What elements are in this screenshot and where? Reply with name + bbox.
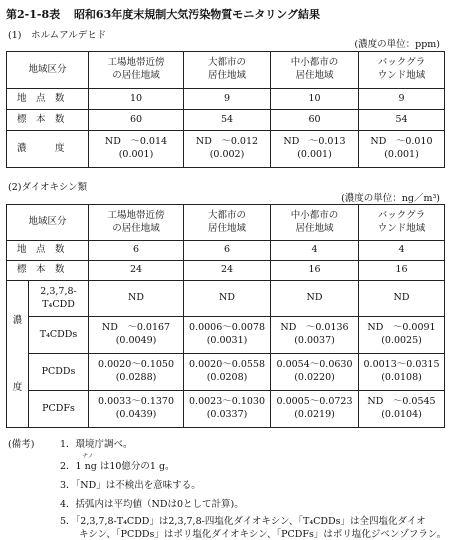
table-cell: 0.0054～0.0630 (0.0220) (271, 354, 359, 391)
section1-unit: (濃度の単位：ppm) (354, 39, 440, 50)
table-cell: 16 (271, 261, 359, 281)
note-item: 4．括弧内は平均値（NDは0として計算)。 (60, 499, 244, 510)
table-row (7, 354, 445, 391)
table-cell: ND ～0.0136 (0.0037) (271, 317, 359, 354)
table-cell: ND (271, 281, 359, 317)
row-label: PCDDs (29, 354, 89, 391)
row-label: 地 点 数 (7, 241, 89, 261)
table-cell: ND ～0.0167 (0.0049) (89, 317, 184, 354)
table-row (7, 261, 445, 281)
table-cell: ND (184, 281, 271, 317)
row-label: PCDFs (29, 391, 89, 428)
column-header: 大都市の 居住地域 (184, 205, 271, 241)
table-cell: ND ～0.013 (0.001) (271, 131, 359, 168)
notes-label: (備考) (8, 439, 35, 450)
table-row (7, 131, 445, 168)
table-row (7, 317, 445, 354)
table-cell: 0.0020～0.0558 (0.0208) (184, 354, 271, 391)
row-label: 濃 度 (7, 131, 89, 168)
dioxin-table (6, 204, 445, 428)
table-cell: 0.0020～0.1050 (0.0288) (89, 354, 184, 391)
table-cell: 10 (89, 89, 184, 110)
column-header: 中小都市の 居住地域 (271, 205, 359, 241)
table-cell: 9 (184, 89, 271, 110)
table-row (7, 89, 445, 110)
table-cell: 4 (359, 241, 445, 261)
table-cell: 10 (271, 89, 359, 110)
table-cell: 24 (89, 261, 184, 281)
column-header: 大都市の 居住地域 (184, 52, 271, 89)
table-row (7, 110, 445, 131)
row-label: 標 本 数 (7, 110, 89, 131)
table-title-text: 昭和63年度末規制大気汚染物質モニタリング結果 (73, 8, 321, 21)
table-row (7, 391, 445, 428)
column-header: バックグラ ウンド地域 (359, 52, 445, 89)
table-cell: 54 (359, 110, 445, 131)
ng-ruby: ナノ (82, 453, 94, 460)
table-cell: ND ～0.010 (0.001) (359, 131, 445, 168)
formaldehyde-table (6, 51, 445, 168)
note-item: 3．「ND」は不検出を意味する。 (60, 480, 201, 491)
note-item: 2．1 ng は10億分の1 g。 (60, 461, 175, 472)
section1-heading: (1) ホルムアルデヒド (8, 30, 107, 41)
note-item: キシン、「PCDDs」はポリ塩化ダイオキシン、「PCDFs」はポリ塩化ジベンゾフラン。 (60, 529, 447, 540)
table-row (7, 281, 445, 317)
table-number: 第2-1-8表 (6, 8, 61, 21)
table-cell: 0.0023～0.1030 (0.0337) (184, 391, 271, 428)
table-cell: 6 (184, 241, 271, 261)
table-cell: 60 (89, 110, 184, 131)
table-cell: 6 (89, 241, 184, 261)
table-cell: 0.0013～0.0315 (0.0108) (359, 354, 445, 391)
table-row (7, 241, 445, 261)
column-header: 工場地帯近傍 の居住地域 (89, 52, 184, 89)
concentration-label: 濃 度 (7, 281, 29, 428)
note-item: 1．環境庁調べ。 (60, 439, 133, 450)
row-label: T₄CDDs (29, 317, 89, 354)
table-cell: 16 (359, 261, 445, 281)
column-header: バックグラ ウンド地域 (359, 205, 445, 241)
table-cell: ND ～0.0091 (0.0025) (359, 317, 445, 354)
table-cell: ND (359, 281, 445, 317)
table-cell: 0.0006～0.0078 (0.0031) (184, 317, 271, 354)
row-label: 地 点 数 (7, 89, 89, 110)
column-header: 中小都市の 居住地域 (271, 52, 359, 89)
section2-heading: (2)ダイオキシン類 (8, 182, 88, 193)
table-cell: 0.0033～0.1370 (0.0439) (89, 391, 184, 428)
table-cell: ND ～0.0545 (0.0104) (359, 391, 445, 428)
table-cell: ND (89, 281, 184, 317)
row-label: 2,3,7,8- T₄CDD (29, 281, 89, 317)
table-title (6, 6, 320, 22)
section2-unit: (濃度の単位：ng／m³) (341, 193, 440, 204)
row-label: 標 本 数 (7, 261, 89, 281)
note-item: 5．「2,3,7,8-T₄CDD」は2,3,7,8-四塩化ダイオキシン、「T₄CDDs」は全四塩化ダイオ (60, 516, 426, 527)
table-cell: 60 (271, 110, 359, 131)
column-header: 工場地帯近傍 の居住地域 (89, 205, 184, 241)
region-label: 地域区分 (7, 205, 89, 241)
table-cell: 9 (359, 89, 445, 110)
table-cell: ND ～0.014 (0.001) (89, 131, 184, 168)
table-cell: 0.0005～0.0723 (0.0219) (271, 391, 359, 428)
table-cell: 54 (184, 110, 271, 131)
region-label: 地域区分 (7, 52, 89, 89)
table-cell: 24 (184, 261, 271, 281)
table-cell: 4 (271, 241, 359, 261)
table-cell: ND ～0.012 (0.002) (184, 131, 271, 168)
